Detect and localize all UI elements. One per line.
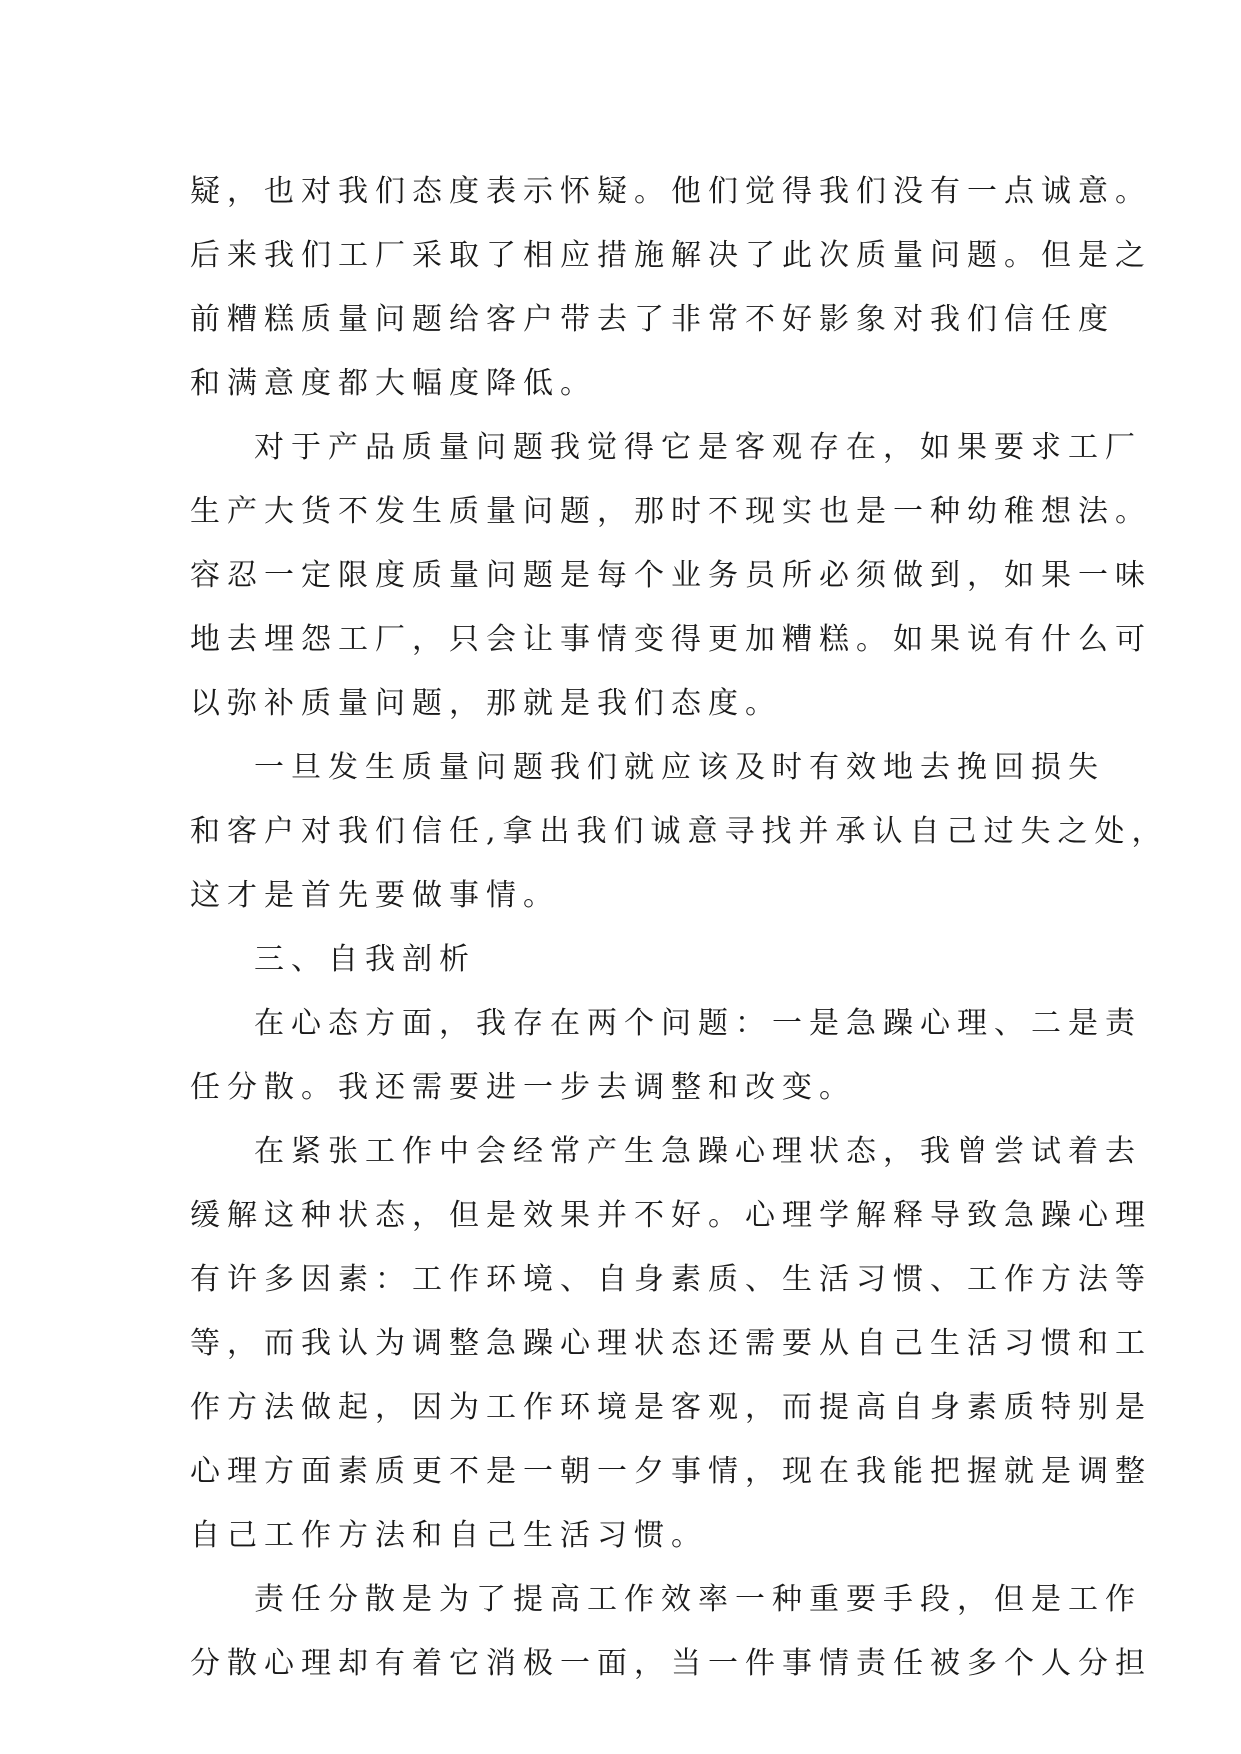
- text-line: 这才是首先要做事情。: [190, 878, 560, 913]
- text-line: 在心态方面，我存在两个问题：一是急躁心理、二是责: [254, 1006, 1142, 1041]
- text-line: 地去埋怨工厂，只会让事情变得更加糟糕。如果说有什么可: [190, 622, 1152, 657]
- text-line: 任分散。我还需要进一步去调整和改变。: [190, 1070, 856, 1105]
- text-line: 缓解这种状态，但是效果并不好。心理学解释导致急躁心理: [190, 1198, 1152, 1233]
- text-line: 生产大货不发生质量问题，那时不现实也是一种幼稚想法。: [190, 494, 1152, 529]
- text-line: 心理方面素质更不是一朝一夕事情，现在我能把握就是调整: [190, 1454, 1152, 1489]
- text-line: 以弥补质量问题，那就是我们态度。: [190, 686, 782, 721]
- text-line: 有许多因素：工作环境、自身素质、生活习惯、工作方法等: [190, 1262, 1152, 1297]
- text-line: 自己工作方法和自己生活习惯。: [190, 1518, 708, 1553]
- text-line: 对于产品质量问题我觉得它是客观存在，如果要求工厂: [254, 430, 1142, 465]
- text-line: 等，而我认为调整急躁心理状态还需要从自己生活习惯和工: [190, 1326, 1152, 1361]
- text-line: 和满意度都大幅度降低。: [190, 366, 597, 401]
- text-line: 分散心理却有着它消极一面，当一件事情责任被多个人分担: [190, 1646, 1152, 1681]
- text-line: 一旦发生质量问题我们就应该及时有效地去挽回损失: [254, 750, 1105, 785]
- section-heading: 三、自我剖析: [254, 942, 476, 977]
- text-line: 和客户对我们信任,拿出我们诚意寻找并承认自己过失之处，: [190, 814, 1169, 849]
- text-line: 容忍一定限度质量问题是每个业务员所必须做到，如果一味: [190, 558, 1152, 593]
- text-line: 在紧张工作中会经常产生急躁心理状态，我曾尝试着去: [254, 1134, 1142, 1169]
- text-line: 前糟糕质量问题给客户带去了非常不好影象对我们信任度: [190, 302, 1115, 337]
- text-line: 责任分散是为了提高工作效率一种重要手段，但是工作: [254, 1582, 1142, 1617]
- text-line: 疑，也对我们态度表示怀疑。他们觉得我们没有一点诚意。: [190, 174, 1152, 209]
- text-line: 后来我们工厂采取了相应措施解决了此次质量问题。但是之: [190, 238, 1152, 273]
- document-body: [190, 160, 1169, 1696]
- text-line: 作方法做起，因为工作环境是客观，而提高自身素质特别是: [190, 1390, 1152, 1425]
